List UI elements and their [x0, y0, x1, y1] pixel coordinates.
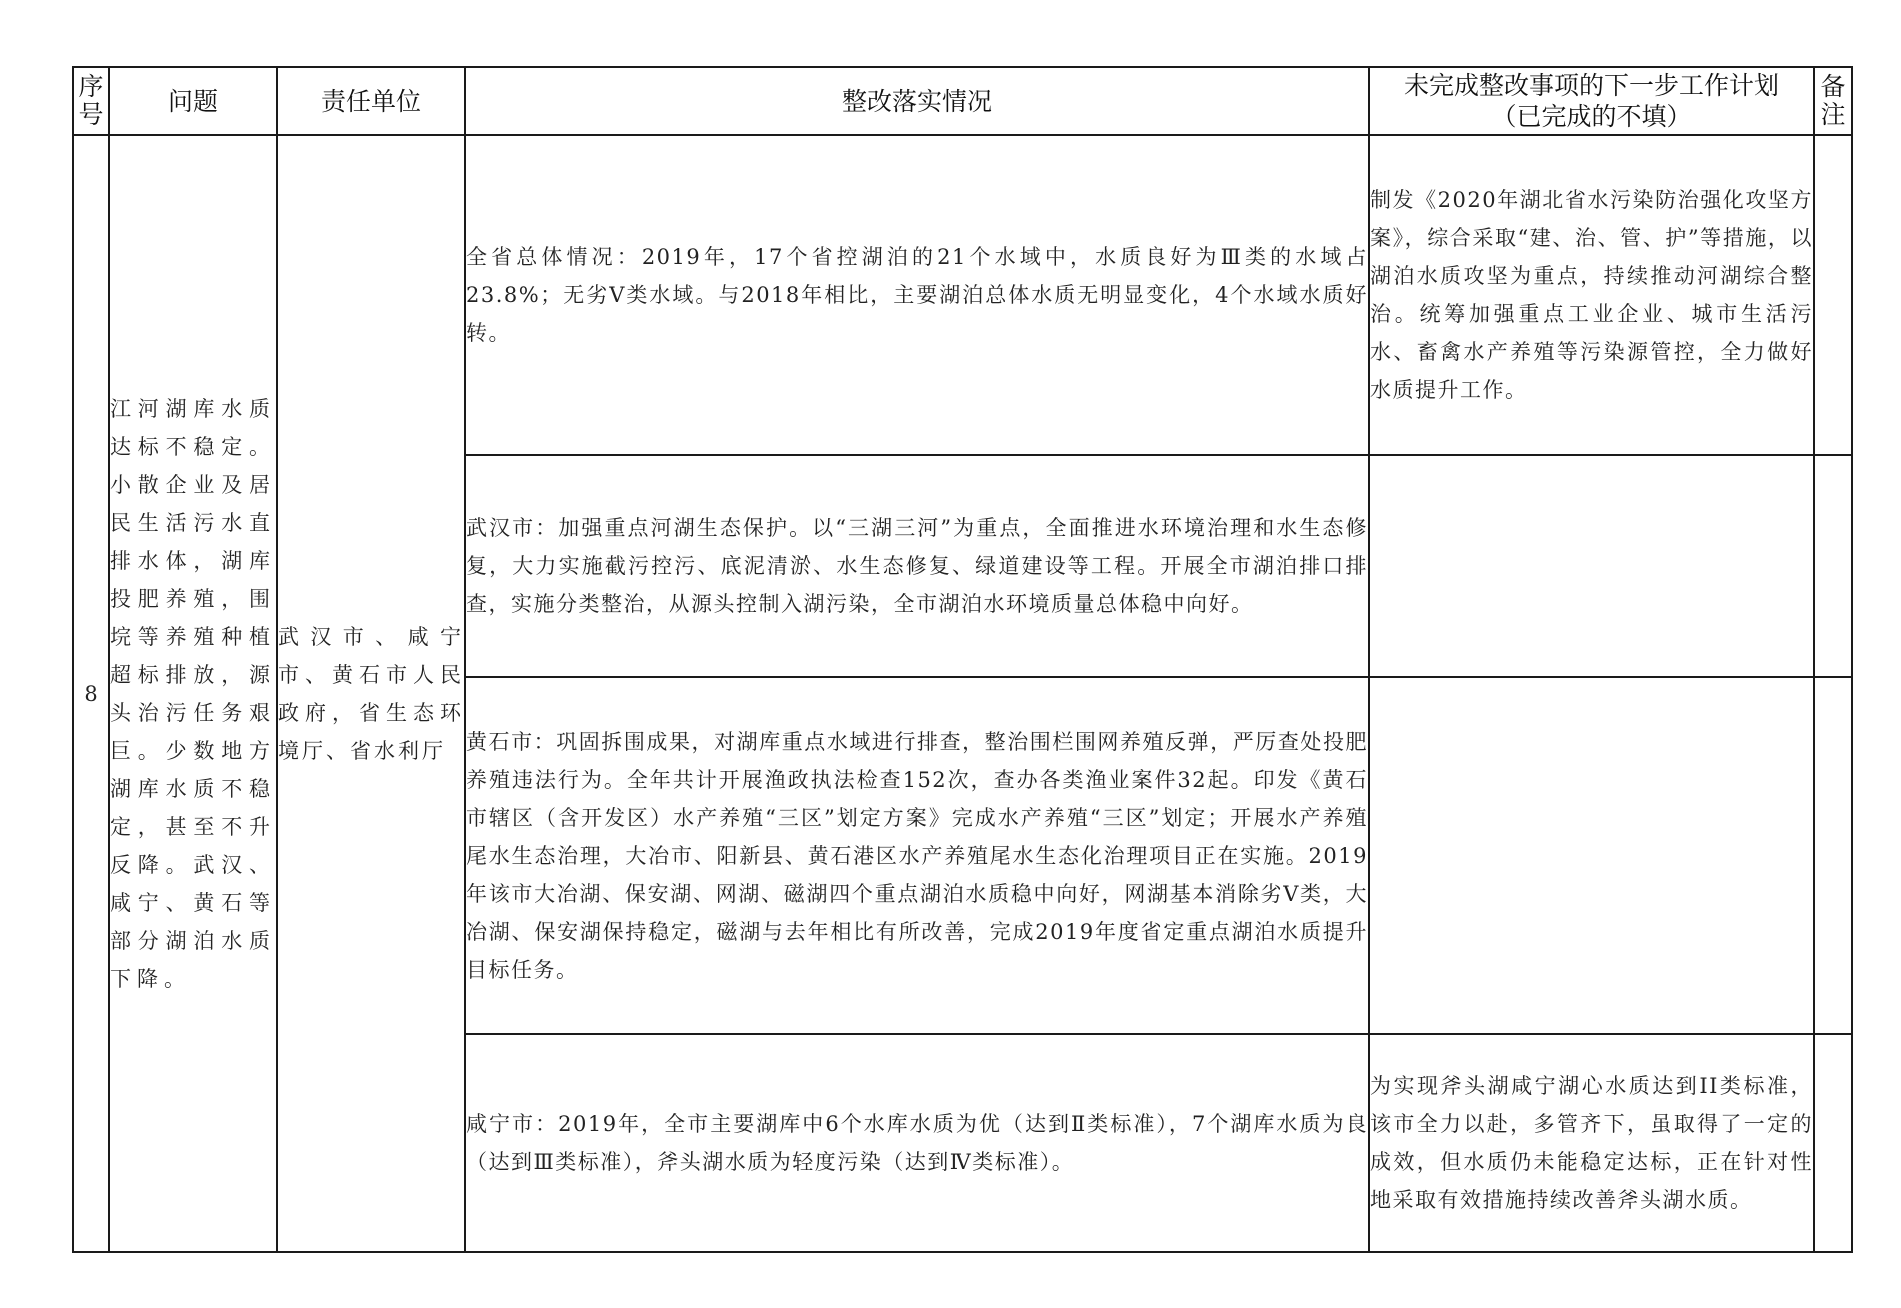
- remark-cell-wuhan: [1814, 455, 1852, 677]
- remark-cell-huangshi: [1814, 677, 1852, 1034]
- status-cell-huangshi: 黄石市：巩固拆围成果，对湖库重点水域进行排查，整治围栏围网养殖反弹，严厉查处投肥养殖违法行为。全年共计开展渔政执法检查152次，查办各类渔业案件32起。印发《黄石市辖区（含开发区）水产养殖“三区”划定方案》完成水产养殖“三区”划定；开展水产养殖尾水生态治理，大冶市、阳新县、黄石港区水产养殖尾水生态化治理项目正在实施。2019年该市大冶湖、保安湖、网湖、磁湖四个重点湖泊水质稳中向好，网湖基本消除劣Ⅴ类，大冶湖、保安湖保持稳定，磁湖与去年相比有所改善，完成2019年度省定重点湖泊水质提升目标任务。: [465, 677, 1369, 1034]
- plan-cell-province: 制发《2020年湖北省水污染防治强化攻坚方案》，综合采取“建、治、管、护”等措施，以湖泊水质攻坚为重点，持续推动河湖综合整治。统筹加强重点工业企业、城市生活污水、畜禽水产养殖等污染源管控，全力做好水质提升工作。: [1369, 135, 1814, 455]
- remark-cell-xianning: [1814, 1034, 1852, 1252]
- header-plan: 未完成整改事项的下一步工作计划 （已完成的不填）: [1369, 67, 1814, 135]
- status-cell-xianning: 咸宁市：2019年，全市主要湖库中6个水库水质为优（达到Ⅱ类标准），7个湖库水质为良（达到Ⅲ类标准），斧头湖水质为轻度污染（达到Ⅳ类标准）。: [465, 1034, 1369, 1252]
- plan-cell-wuhan: [1369, 455, 1814, 677]
- status-cell-province: 全省总体情况：2019年，17个省控湖泊的21个水域中，水质良好为Ⅲ类的水域占23.8%；无劣Ⅴ类水域。与2018年相比，主要湖泊总体水质无明显变化，4个水域水质好转。: [465, 135, 1369, 455]
- header-status: 整改落实情况: [465, 67, 1369, 135]
- status-cell-wuhan: 武汉市：加强重点河湖生态保护。以“三湖三河”为重点，全面推进水环境治理和水生态修复，大力实施截污控污、底泥清淤、水生态修复、绿道建设等工程。开展全市湖泊排口排查，实施分类整治，从源头控制入湖污染，全市湖泊水环境质量总体稳中向好。: [465, 455, 1369, 677]
- header-remark: 备 注: [1814, 67, 1852, 135]
- header-seq: 序 号: [73, 67, 109, 135]
- header-problem: 问题: [109, 67, 277, 135]
- row-seq: 8: [73, 135, 109, 1252]
- rectification-table: [72, 66, 1853, 1253]
- header-row: [73, 67, 1852, 135]
- plan-cell-huangshi: [1369, 677, 1814, 1034]
- row-unit: 武汉市、咸宁市、黄石市人民政府，省生态环境厅、省水利厅: [277, 135, 465, 1252]
- table-row: [73, 135, 1852, 455]
- remark-cell-province: [1814, 135, 1852, 455]
- plan-cell-xianning: 为实现斧头湖咸宁湖心水质达到II类标准，该市全力以赴，多管齐下，虽取得了一定的成效，但水质仍未能稳定达标，正在针对性地采取有效措施持续改善斧头湖水质。: [1369, 1034, 1814, 1252]
- row-problem: 江河湖库水质达标不稳定。小散企业及居民生活污水直排水体，湖库投肥养殖，围垸等养殖种植超标排放，源头治污任务艰巨。少数地方湖库水质不稳定，甚至不升反降。武汉、咸宁、黄石等部分湖泊水质下降。: [109, 135, 277, 1252]
- header-unit: 责任单位: [277, 67, 465, 135]
